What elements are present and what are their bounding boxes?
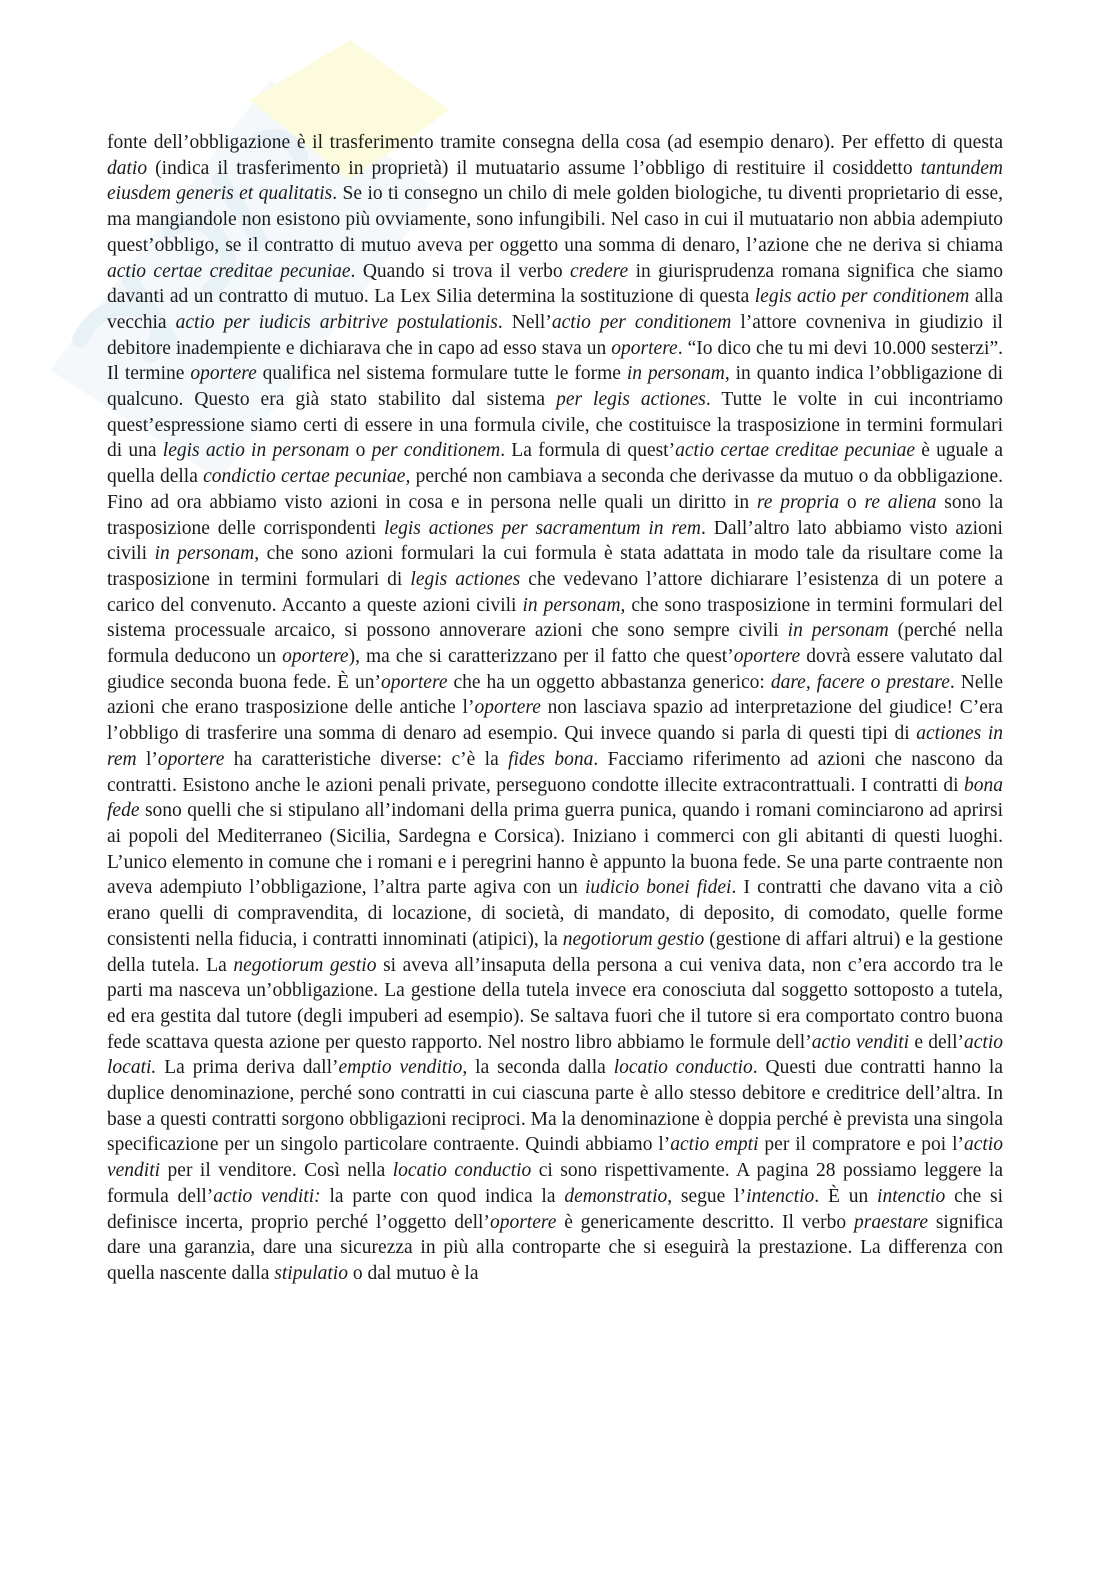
text-run: sono la trasposizione delle corrispondenti xyxy=(107,491,1004,539)
italic-text-run: actio venditi xyxy=(811,1031,910,1053)
italic-text-run: oportere xyxy=(611,337,678,359)
italic-text-run: oportere xyxy=(282,646,349,668)
text-run: fonte dell’obbligazione è il trasferimento tramite consegna della cosa (ad esempio denaro). Per effetto di questa xyxy=(107,132,1003,153)
italic-text-run: actio locati. xyxy=(107,1031,1003,1079)
italic-text-run: dare, facere o prestare xyxy=(770,671,950,693)
text-run: l’ xyxy=(136,748,158,770)
italic-text-run: per conditionem xyxy=(371,440,501,462)
italic-text-run: re aliena xyxy=(864,491,937,513)
text-run: . La formula di quest’ xyxy=(500,440,676,462)
text-run: e dell’ xyxy=(909,1031,964,1053)
italic-text-run: legis actio per conditionem xyxy=(754,286,970,308)
italic-text-run: in personam xyxy=(787,620,889,642)
text-run: , che sono trasposizione in termini formulari del sistema processuale arcaico, si possono annoverare azioni che sono sempre civili xyxy=(107,594,1003,642)
italic-text-run: iudicio bonei fidei xyxy=(584,877,732,899)
text-run: , segue l’ xyxy=(667,1185,747,1207)
text-run: significa dare una garanzia, dare una sicurezza in più alla controparte che si eseguirà la prestazione. La differenza con quella nascente dalla xyxy=(107,1211,1003,1284)
text-run: . Quando si trova il verbo xyxy=(350,260,571,282)
text-run: . “Io dico che tu mi devi 10.000 sesterzi”. Il termine xyxy=(107,337,1003,385)
italic-text-run: legis actio in personam xyxy=(162,440,350,462)
text-run: qualifica nel sistema formulare tutte le forme xyxy=(256,363,627,385)
text-run: la parte con quod indica la xyxy=(320,1185,565,1207)
text-run: è genericamente descritto. Il verbo xyxy=(556,1211,854,1233)
italic-text-run: demonstratio xyxy=(564,1185,668,1207)
text-run: o dal mutuo è la xyxy=(347,1262,479,1284)
text-run: che ha un oggetto abbastanza generico: xyxy=(447,671,771,693)
text-run: perché non cambiava a seconda che derivasse da mutuo o da obbligazione. Fino ad ora abbiamo visto azioni in cosa e in persona nelle quali un diritto in xyxy=(107,466,1003,513)
text-run: che si definisce incerta, proprio perché l’oggetto dell’ xyxy=(107,1185,1003,1233)
text-run: o xyxy=(349,440,372,462)
text-run: ci sono rispettivamente. A pagina 28 possiamo leggere la formula dell’ xyxy=(107,1160,1003,1207)
italic-text-run: fides bona xyxy=(508,748,594,770)
italic-text-run: actio certae creditae pecuniae xyxy=(107,260,351,282)
italic-text-run: actio venditi xyxy=(107,1134,1003,1182)
text-run: non lasciava spazio ad interpretazione del giudice! C’era l’obbligo di trasferire una somma di denaro ad esempio. Qui invece quando si parla di questi tipi di xyxy=(107,697,1003,745)
text-run: per il compratore e poi l’ xyxy=(758,1134,964,1156)
text-run: è uguale a quella della xyxy=(107,440,1004,488)
text-run: si aveva all’insaputa della persona a cui veniva data, non c’era accordo tra le parti ma nasceva un’obbligazione. La gestione della tutela invece era conosciuta dal soggetto sottoposto a tutela, ed era gestita dal tutore (degli impuberi ad esempio). Se saltava fuori che il tutore si era comportato contro buona fede scattava questa azione per questo rapporto. Nel nostro libro abbiamo le formule dell’ xyxy=(107,954,1003,1053)
text-run: ), ma che si caratterizzano per il fatto che quest’ xyxy=(348,646,734,668)
italic-text-run: emptio venditio xyxy=(338,1057,463,1079)
italic-text-run: legis actiones per sacramentum in rem xyxy=(384,517,702,539)
italic-text-run: praestare xyxy=(853,1211,929,1233)
text-run: . Facciamo riferimento ad azioni che nascono da contratti. Esistono anche le azioni penali private, perseguono condotte illecite extracontrattuali. I contratti di xyxy=(107,748,1003,796)
italic-text-run: condictio certae pecuniae, xyxy=(203,466,411,488)
text-run: (gestione di affari altrui) e la gestione della tutela. La xyxy=(107,928,1004,976)
text-run: , che sono azioni formulari la cui formula è stata adattata in modo tale da risultare come la trasposizione in termini formulari di xyxy=(107,543,1003,590)
text-run: La prima deriva dall’ xyxy=(156,1057,339,1079)
italic-text-run: oportere xyxy=(157,748,225,770)
text-run: ha caratteristiche diverse: c’è la xyxy=(224,748,509,770)
italic-text-run: locatio conductio xyxy=(613,1057,753,1079)
text-run: o xyxy=(839,491,865,513)
text-run: per il venditore. Così nella xyxy=(160,1160,393,1182)
text-run: l’attore covneniva in giudizio il debitore inadempiente e dichiarava che in capo ad esso stava un xyxy=(107,311,1003,359)
italic-text-run: oportere xyxy=(474,697,541,719)
text-run: . I contratti che davano vita a ciò erano quelli di compravendita, di locazione, di società, di mandato, di deposito, di comodato, quelle forme consistenti nella fiducia, i contratti innominati (atipici), la xyxy=(107,877,1003,950)
text-run: che vedevano l’attore dichiarare l’esistenza di un potere a carico del convenuto. Accanto a queste azioni civili xyxy=(107,568,1003,616)
italic-text-run: actio per iudicis arbitrive postulationis xyxy=(175,311,498,333)
italic-text-run: stipulatio xyxy=(274,1262,348,1284)
text-run: , in quanto indica l’obbligazione di qualcuno. Questo era già stato stabilito dal sistema xyxy=(107,363,1003,411)
italic-text-run: actiones in rem xyxy=(107,723,1004,770)
text-run: dovrà essere valutato dal giudice seconda buona fede. È un’ xyxy=(107,646,1003,693)
italic-text-run: credere xyxy=(570,260,629,282)
italic-text-run: oportere xyxy=(190,363,257,385)
italic-text-run: oportere xyxy=(489,1211,557,1233)
text-run: . Tutte le volte in cui incontriamo quest’espressione siamo certi di essere in una formula civile, che costituisce la trasposizione in termini formulari di una xyxy=(107,389,1003,462)
italic-text-run: bona fede xyxy=(107,774,1003,822)
italic-text-run: oportere xyxy=(381,671,448,693)
italic-text-run: re propria xyxy=(756,491,840,513)
italic-text-run: in personam xyxy=(626,363,725,385)
italic-text-run: negotiorum gestio xyxy=(562,928,705,950)
italic-text-run: intenctio xyxy=(877,1185,946,1207)
italic-text-run: actio certae creditae pecuniae xyxy=(675,440,916,462)
italic-text-run: legis actiones xyxy=(410,568,521,590)
text-run: . Nell’ xyxy=(497,311,552,333)
text-run: (indica il trasferimento in proprietà) il mutuatario assume l’obbligo di restituire il cosiddetto xyxy=(147,157,921,179)
text-run: (perché nella formula deducono un xyxy=(107,620,1003,668)
italic-text-run: locatio conductio xyxy=(392,1160,532,1182)
italic-text-run: actio per conditionem xyxy=(551,311,732,333)
text-run: . È un xyxy=(814,1185,878,1207)
italic-text-run: actio venditi: xyxy=(213,1185,321,1207)
text-run: in giurisprudenza romana significa che siamo davanti ad un contratto di mutuo. La Lex Silia determina la sostituzione di questa xyxy=(107,260,1003,308)
italic-text-run: tantundem eiusdem generis et qualitatis xyxy=(107,157,1003,205)
text-run: alla vecchia xyxy=(107,286,1003,333)
italic-text-run: per legis actiones xyxy=(556,389,706,411)
text-run: sono quelli che si stipulano all’indomani della prima guerra punica, quando i romani cominciarono ad aprirsi ai popoli del Mediterraneo (Sicilia, Sardegna e Corsica). Iniziano i commerci con gli abitanti di questi luoghi. L’unico elemento in comune che i romani e i peregrini hanno è appunto la buona fede. Se una parte contraente non aveva adempiuto l’obbligazione, l’altra parte agiva con un xyxy=(107,800,1003,899)
document-body-paragraph xyxy=(107,130,1003,1287)
italic-text-run: in personam xyxy=(522,594,621,616)
text-run: . Questi due contratti hanno la duplice denominazione, perché sono contratti in cui ciascuna parte è allo stesso debitore e creditrice dell’altra. In base a questi contratti sorgono obbligazioni reciproci. Ma la denominazione è doppia perché è prevista una singola specificazione per un singolo particolare contraente. Quindi abbiamo l’ xyxy=(107,1057,1003,1156)
italic-text-run: intenctio xyxy=(746,1185,815,1207)
italic-text-run: in personam xyxy=(154,543,255,565)
text-run: . Nelle azioni che erano trasposizione delle antiche l’ xyxy=(107,671,1003,719)
italic-text-run: negotiorum gestio xyxy=(233,954,377,976)
italic-text-run: actio empti xyxy=(670,1134,759,1156)
italic-text-run: oportere xyxy=(733,646,801,668)
italic-text-run: datio xyxy=(107,157,148,179)
text-run: . Se io ti consegno un chilo di mele golden biologiche, tu diventi proprietario di esse, ma mangiandole non esistono più ovviamente, sono infungibili. Nel caso in cui il mutuatario non abbia adempiuto quest’obbligo, se il contratto di mutuo aveva per oggetto una somma di denaro, l’azione che ne deriva si chiama xyxy=(107,183,1003,256)
text-run: , la seconda dalla xyxy=(462,1057,614,1079)
text-run: . Dall’altro lato abbiamo visto azioni civili xyxy=(107,517,1003,565)
